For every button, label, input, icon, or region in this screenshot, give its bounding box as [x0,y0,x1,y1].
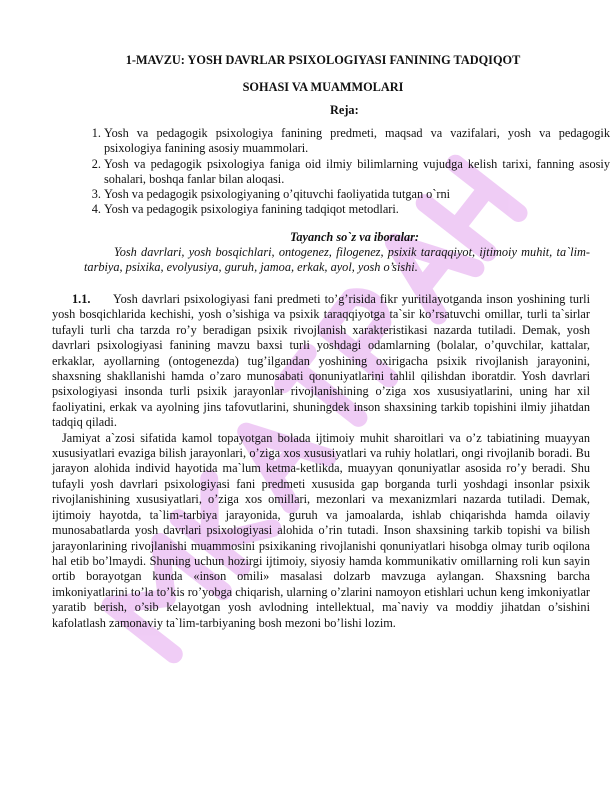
document-title-line2: SOHASI VA MUAMMOLARI [242,80,404,94]
plan-heading: Reja: [330,103,359,117]
paragraph-2: Jamiyat a`zosi sifatida kamol topayotgan bolada ijtimoiy muhit sharoitlari va o’z tabiatining muayyan xususiyatlari evaziga bilish jarayonlari, o’ziga xos xususiyatlari va ruhiy holatlari, ongi rivojlanib boradi. Bu jarayon alohida individ hayotida ma`lum ketma-ketlikda, muayyan qonuniyatlar asosida ro’y beradi. Shu tufayli yosh davrlari psixologiyasi fani predmeti xususida gap borganda turli yoshdagi insonlar psixik rivojlanishining xususiyatlari, o’ziga xos omillari, mezonlari va mexanizmlari nazarda tutiladi. Demak, ijtimoiy hayotda, ta`lim-tarbiya jarayonida, guruh va jamoalarda, ishlab chiqarishda hamda oilaviy munosabatlarda yosh davrlari psixologiyasi alohida o’rin tutadi. Inson shaxsining tarkib topishi va bilish jarayonlarining rivojlanishi muammosini psixikaning rivojlanishi qonuniyatlari hisobga olmay turib oqilona hal etib bo’lmaydi. Shuning uchun hozirgi ijtimoiy, siyosiy hamda kommunikativ omillarning roli kun sayin ortib borayotgan kunda «inson omili» masalasi dolzarb mavzuga aylangan. Shaxsning barcha imkoniyatlarini to’la to’kis ro’yobga chiqarish, ularning o’zlarini namoyon etishlari uchun keng imkoniyatlar yaratib berish, o’sib kelayotgan yosh avlodning intellektual, ma`naviy va moddiy jihatdan o’sishini kafolatlash zamonaviy ta`lim-tarbiyaning bosh mezoni bo’lishi lozim. [52,430,590,630]
plan-item: 2. Yosh va pedagogik psixologiya faniga oid ilmiy bilimlarning vujudga kelish tarixi, fanning asosiy sohalari, boshqa fanlar bilan aloqasi. [104,157,610,188]
plan-list [84,126,610,218]
keywords-text: Yosh davrlari, yosh bosqichlari, ontogenez, filogenez, psixik taraqqiyot, ijtimoiy muhit, ta`lim-tarbiya, psixika, evolyusiya, guruh, jamoa, erkak, ayol, yosh o’sishi. [84,245,590,275]
paragraph-1-text: Yosh davrlari psixologiyasi fani predmeti to’g’risida fikr yuritilayotganda inson yoshining turli yosh bosqichlarida kechishi, yosh o’sishiga va psixik taraqqiyotga ta`sir ko’rsatuvchi omillar, turli ta`sirlar tufayli turli cha tarzda ro’y beradigan psixik rivojlanish xarakteristikasi nazarda tutiladi. Demak, yosh davrlari psixologiyasi fanining mavzu baxsi turli yoshdagi odamlarning (bolalar, o’quvchilar, kattalar, erkaklar, ayollarning (ontogenezda) tug’ilgandan yoshining oxirigacha psixik rivojlanish jarayonini, shaxsning shakllanishi hamda o’zaro munosabati qonuniyatlarini tahlil qilishdan iboratdir. Yosh davrlari psixologiyasi insonda turli psixik jarayonlar rivojlanishining o’ziga xos xususiyatlarini, uning har xil faoliyatini, erkak va ayolning jins tafovutlarini, shuningdek inson shaxsining tarkib topishini ilmiy jihatdan tadqiq qiladi. [52,292,590,430]
keywords-heading: Tayanch so`z va iboralar: [290,230,420,244]
main-body [52,292,590,631]
plan-item: 4. Yosh va pedagogik psixologiya fanining tadqiqot metodlari. [104,202,610,217]
document-title-line1: 1-MAVZU: YOSH DAVRLAR PSIXOLOGIYASI FANINING TADQIQOT [125,53,521,67]
plan-item: 3. Yosh va pedagogik psixologiyaning o’qituvchi faoliyatida tutgan o`rni [104,187,610,202]
section-number: 1.1. [72,292,91,306]
paragraph-1 [52,292,590,431]
plan-item: 1. Yosh va pedagogik psixologiya fanining predmeti, maqsad va vazifalari, yosh va pedagogik psixologiya fanining asosiy muammolari. [104,126,610,157]
